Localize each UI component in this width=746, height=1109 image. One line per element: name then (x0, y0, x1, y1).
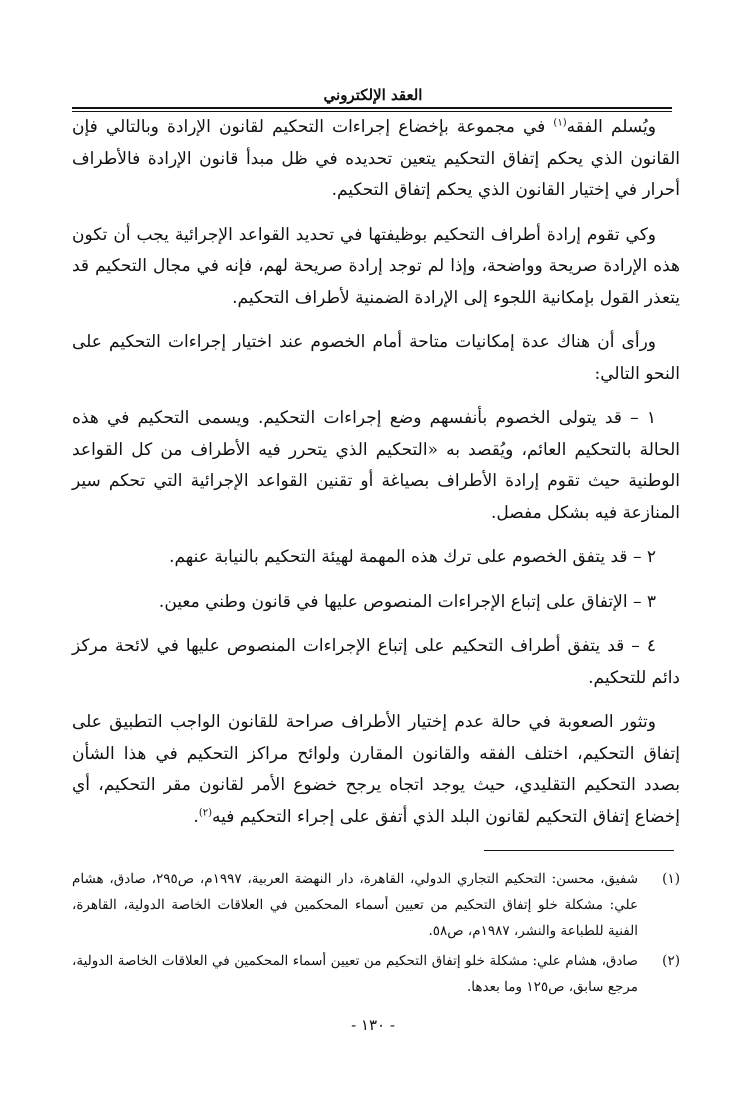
footnote-2 (72, 948, 680, 1000)
list-item-2: ٢ – قد يتفق الخصوم على ترك هذه المهمة لهيئة التحكيم بالنيابة عنهم. (169, 547, 656, 567)
footnote-number: (١) (662, 871, 680, 887)
paragraph-1-rest: في مجموعة بإخضاع إجراءات التحكيم لقانون الإرادة وبالتالي فإن القانون الذي يحكم إتفاق التحكيم يتعين تحديده في ظل مبدأ قانون الإرادة فالأطراف أحرار في إختيار القانون الذي يحكم إتفاق التحكيم. (72, 117, 680, 200)
paragraph-1 (72, 112, 680, 207)
paragraph-8 (72, 707, 680, 833)
paragraph-8-end: . (193, 806, 199, 827)
list-item-3: ٣ – الإتفاق على إتباع الإجراءات المنصوص عليها في قانون وطني معين. (158, 591, 656, 612)
footnote-1 (72, 866, 680, 944)
list-item-1: ١ – قد يتولى الخصوم بأنفسهم وضع إجراءات التحكيم. ويسمى التحكيم في هذه الحالة بالتحكيم العائم، ويُقصد به «التحكيم الذي يتحرر فيه الأطراف من كل القواعد الوطنية حيث تقوم إرادة الأطراف بصياغة أو تقنين القواعد الإجرائية التي تحكم سير المنازعة فيه بشكل مفصل. (72, 408, 680, 523)
footnote-ref-1[interactable]: (١) (553, 117, 567, 129)
footnotes (72, 866, 680, 1004)
footnote-number: (٢) (662, 953, 680, 969)
running-header-title: العقد الإلكتروني (323, 86, 423, 104)
paragraph-3: ورأى أن هناك عدة إمكانيات متاحة أمام الخصوم عند اختيار إجراءات التحكيم على النحو التالي: (72, 332, 680, 384)
footnote-text: صادق، هشام علي: مشكلة خلو إتفاق التحكيم من تعيين أسماء المحكمين في العلاقات الخاصة الدولية، مرجع سابق، ص١٢٥ وما بعدها. (72, 953, 638, 995)
footnote-ref-2[interactable]: (٢) (198, 806, 213, 818)
body-text (72, 112, 680, 846)
footnote-separator (484, 850, 674, 851)
paragraph-1-start: ويُسلم الفقه (566, 117, 656, 137)
list-item-4: ٤ – قد يتفق أطراف التحكيم على إتباع الإجراءات المنصوص عليها في لائحة مركز دائم للتحكيم. (72, 636, 680, 688)
page-number: - ١٣٠ - (351, 1016, 395, 1034)
paragraph-8-text: وتثور الصعوبة في حالة عدم إختيار الأطراف صراحة للقانون الواجب التطبيق على إتفاق التحكيم، اختلف الفقه والقانون المقارن ولوائح مراكز التحكيم في هذا الشأن بصدد التحكيم التقليدي، حيث يوجد اتجاه يرجح خضوع الأمر لقانون مقر التحكيم، أي إخضاع إتفاق التحكيم لقانون البلد الذي أتفق على إجراء التحكيم فيه (72, 712, 680, 827)
paragraph-2: وكي تقوم إرادة أطراف التحكيم بوظيفتها في تحديد القواعد الإجرائية يجب أن تكون هذه الإرادة صريحة وواضحة، وإذا لم توجد إرادة صريحة لهم، فإنه في مجال التحكيم قد يتعذر القول بإمكانية اللجوء إلى الإرادة الضمنية لأطراف التحكيم. (72, 224, 680, 308)
footnote-text: شفيق، محسن: التحكيم التجاري الدولي، القاهرة، دار النهضة العربية، ١٩٩٧م، ص٢٩٥، صادق، هشام علي: مشكلة خلو إتفاق التحكيم من تعيين أسماء المحكمين في العلاقات الخاصة الدولية، القاهرة، الفنية للطباعة والنشر، ١٩٨٧م، ص٥٨. (72, 871, 639, 939)
